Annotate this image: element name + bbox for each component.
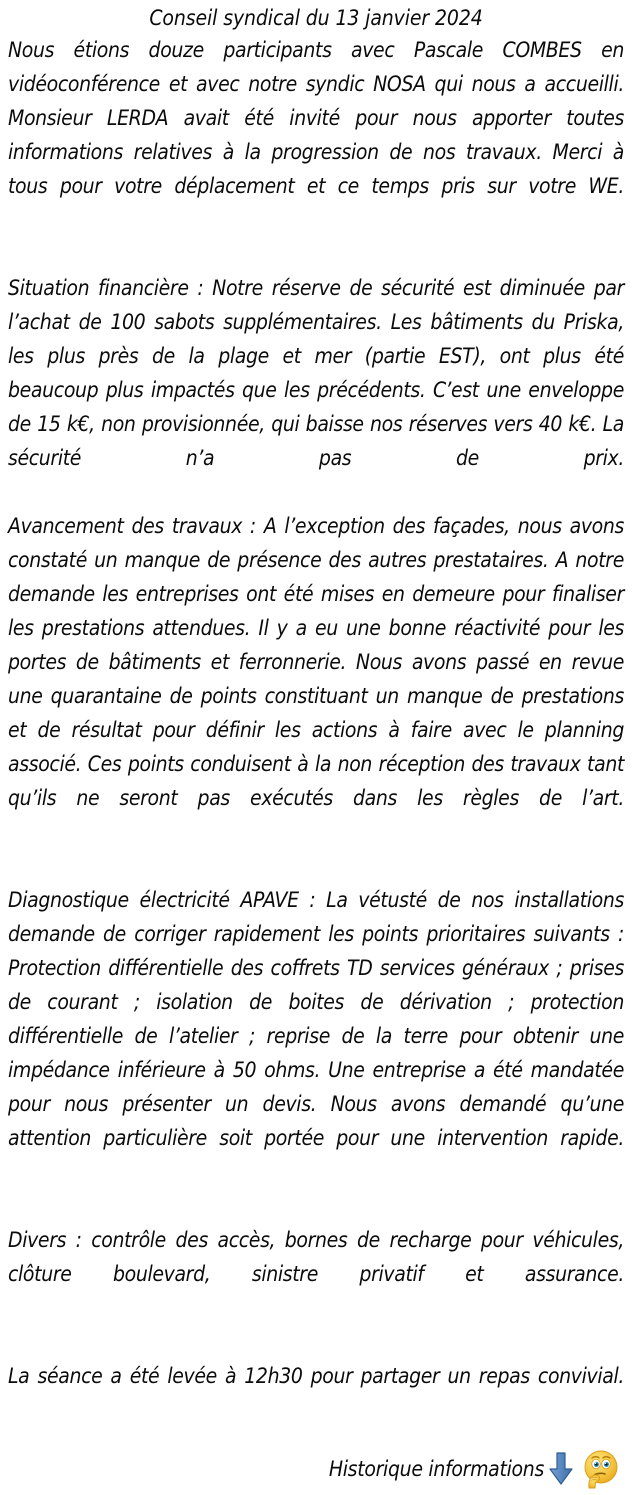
paragraph-avancement-travaux: Avancement des travaux : A l’exception des façades, nous avons constaté un manque de présence des autres prestataires. A notre demande les entreprises ont été mises en demeure pour finaliser les prestations attendues. Il y a eu une bonne réactivité pour les portes de bâtiments et ferronnerie. Nous avons passé en revue une quarantaine de points constituant un manque de prestations et de résultat pour définir les actions à faire avec le planning associé. Ces points conduisent à la non réception des travaux tant qu’ils ne seront pas exécutés dans les règles de l’art.	[8, 514, 624, 810]
footer-historique-link[interactable]	[8, 1447, 624, 1491]
paragraph-diagnostique-apave: Diagnostique électricité APAVE : La vétusté de nos installations demande de corriger rapidement les points prioritaires suivants : Protection différentielle des coffrets TD services généraux ; prises de courant ; isolation de boites de dérivation ; protection différentielle de l’atelier ; reprise de la terre pour obtenir une impédance inférieure à 50 ohms. Une entreprise a été mandatée pour nous présenter un devis. Nous avons demandé qu’une attention particulière soit portée pour une intervention rapide.	[8, 888, 624, 1150]
page-title: Conseil syndical du 13 janvier 2024	[149, 6, 483, 30]
paragraph-spacer	[8, 1325, 624, 1359]
thinking-face-emoji-icon[interactable]	[578, 1447, 622, 1491]
paragraph-divers: Divers : contrôle des accès, bornes de recharge pour véhicules, clôture boulevard, sinistre privatif et assurance.	[8, 1228, 624, 1286]
paragraph-cloture: La séance a été levée à 12h30 pour partager un repas convivial.	[8, 1364, 624, 1388]
paragraph-situation-financiere: Situation financière : Notre réserve de sécurité est diminuée par l’achat de 100 sabots supplémentaires. Les bâtiments du Priska, les plus près de la plage et mer (partie EST), ont plus été beaucoup plus impactés que les précédents. C’est une enveloppe de 15 k€, non provisionnée, qui baisse nos réserves vers 40 k€. La sécurité n’a pas de prix.	[8, 276, 624, 470]
arrow-down-icon[interactable]	[548, 1451, 574, 1487]
paragraph-spacer	[8, 237, 624, 271]
paragraph-spacer	[8, 1189, 624, 1223]
paragraph-spacer	[8, 849, 624, 883]
paragraph-intro: Nous étions douze participants avec Pascale COMBES en vidéoconférence et avec notre syndic NOSA qui nous a accueilli. Monsieur LERDA avait été invité pour nous apporter toutes informations relatives à la progression de nos travaux. Merci à tous pour votre déplacement et ce temps pris sur votre WE.	[8, 38, 624, 198]
footer-spacer	[8, 1427, 624, 1441]
footer-label: Historique informations	[328, 1457, 544, 1481]
